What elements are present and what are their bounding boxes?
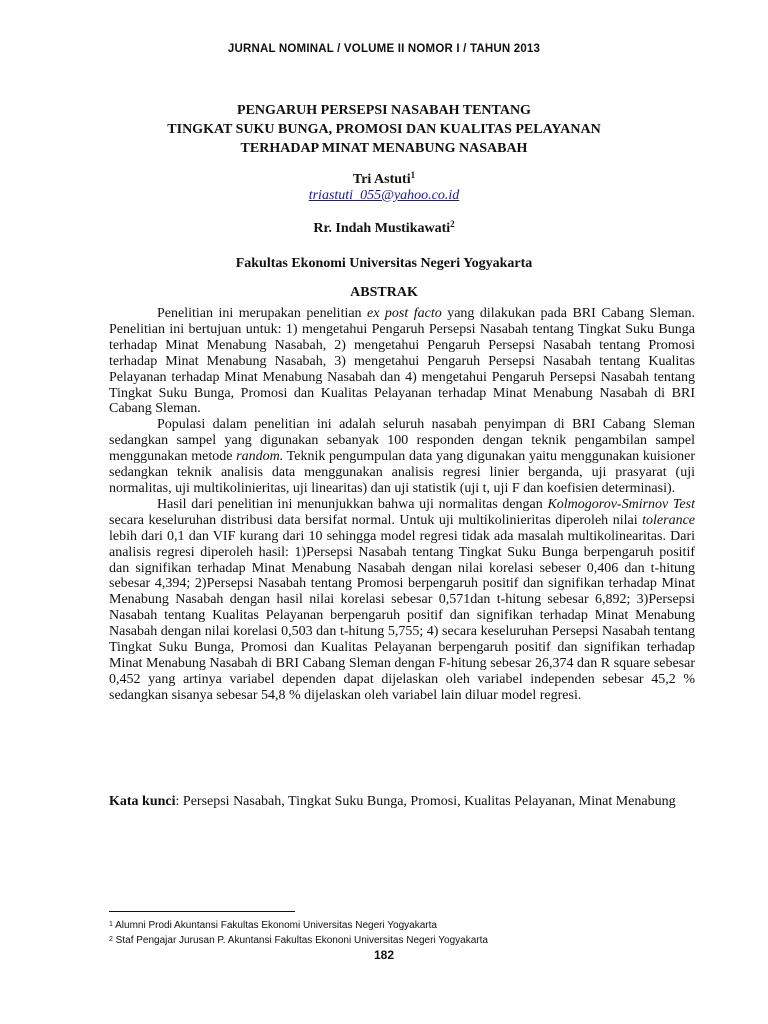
abstract-heading: ABSTRAK	[350, 285, 418, 300]
abstract-p2-italic: random.	[236, 449, 284, 465]
abstract-paragraph-3	[109, 497, 695, 704]
footnotes	[109, 918, 709, 948]
title-line-1: PENGARUH PERSEPSI NASABAH TENTANG	[237, 103, 531, 118]
author-2-name: Rr. Indah Mustikawati	[313, 221, 451, 236]
abstract-p2-text-c: Teknik pengumpulan data yang digunakan yaitu menggunakan kuisioner sedangkan teknik analisis data menggunakan analisis regresi linier berganda, uji prasyarat (uji normalitas, uji multikolinieritas, uji linearitas) dan uji statistik (uji t, uji F dan koefisien determinasi).	[109, 449, 695, 496]
keywords-text: : Persepsi Nasabah, Tingkat Suku Bunga, Promosi, Kualitas Pelayanan, Minat Menabung	[175, 794, 676, 809]
abstract-p2-text-a: Populasi dalam penelitian ini adalah seluruh nasabah penyimpan di BRI Cabang Sleman sedangkan sampel yang digunakan sebanyak 100 responden dengan teknik pengambilan sampel menggunakan metode	[109, 417, 695, 465]
title-line-3: TERHADAP MINAT MENABUNG NASABAH	[240, 141, 528, 156]
abstract-p1-italic: ex post facto	[367, 306, 442, 321]
abstract-p1-text-c: yang dilakukan pada BRI Cabang Sleman. Penelitian ini bertujuan untuk: 1) mengetahui Pengaruh Persepsi Nasabah tentang Tingkat Suku Bunga terhadap Minat Menabung Nasabah, 2) mengetahui Pengaruh Persepsi Nasabah tentang Promosi terhadap Minat Menabung Nasabah, 3) mengetahui Pengaruh Persepsi Nasabah tentang Kualitas Pelayanan terhadap Minat Menabung Nasabah dan 4) mengetahui Pengaruh Persepsi Nasabah tentang Tingkat Suku Bunga, Promosi dan Kualitas Pelayanan terhadap Minat Menabung Nasabah di BRI Cabang Sleman.	[109, 306, 695, 417]
author-2-footnote-mark: 2	[450, 219, 455, 229]
paper-title	[0, 101, 768, 158]
footnote-1-mark: 1	[109, 921, 113, 928]
author-1-email-link[interactable]: triastuti_055@yahoo.co.id	[308, 188, 460, 203]
keywords	[109, 793, 695, 810]
abstract-paragraph-2	[109, 417, 695, 497]
journal-header: JURNAL NOMINAL / VOLUME II NOMOR I / TAHUN 2013	[227, 43, 541, 55]
abstract-p3-text-e: lebih dari 0,1 dan VIF kurang dari 10 sehingga model regresi tidak ada masalah multikolinearitas. Dari analisis regresi diperoleh hasil: 1)Persepsi Nasabah tentang Tingkat Suku Bunga berpengaruh positif dan signifikan terhadap Minat Menabung Nasabah dengan nilai korelasi sebeser 0,406 dan t-hitung sebesar 4,394; 2)Persepsi Nasabah tentang Promosi berpengaruh positif dan signifikan terhadap Minat Menabung Nasabah dengan hasil nilai korelasi sebesar 0,571dan t-hitung sebesar 6,892; 3)Persepsi Nasabah tentang Kualitas Pelayanan berpengaruh positif dan signifikan terhadap Minat Menabung Nasabah dengan nilai korelasi 0,503 dan t-hitung 5,755; 4) secara keseluruhan Persepsi Nasabah tentang Tingkat Suku Bunga, Promosi dan Kualitas Pelayanan berpengaruh positif dan signifikan terhadap Minat Menabung Nasabah di BRI Cabang Sleman dengan F-hitung sebesar 26,374 dan R square sebesar 0,452 yang artinya variabel dependen dapat dijelaskan oleh variabel independen sebesar 45,2 % sedangkan sisanya sebesar 54,8 % dijelaskan oleh variabel lain diluar model regresi.	[109, 528, 695, 703]
abstract-p3-italic-2: tolerance	[642, 512, 695, 528]
footnote-2-text: Staf Pengajar Jurusan P. Akuntansi Fakultas Ekononi Universitas Negeri Yogyakarta	[112, 935, 488, 946]
abstract-p3-text-a: Hasil dari penelitian ini menunjukkan bahwa uji normalitas dengan	[157, 496, 548, 512]
footnote-2	[109, 933, 709, 948]
title-line-2: TINGKAT SUKU BUNGA, PROMOSI DAN KUALITAS PELAYANAN	[167, 122, 601, 137]
footnote-divider	[109, 911, 295, 912]
affiliation: Fakultas Ekonomi Universitas Negeri Yogyakarta	[235, 256, 533, 271]
footnote-1-text: Alumni Prodi Akuntansi Fakultas Ekonomi Universitas Negeri Yogyakarta	[112, 920, 437, 931]
abstract-paragraph-1	[109, 306, 695, 417]
footnote-2-mark: 2	[109, 936, 113, 943]
footnote-1	[109, 918, 709, 933]
author-1-name: Tri Astuti	[352, 172, 411, 187]
abstract-p1-text-a: Penelitian ini merupakan penelitian	[157, 306, 368, 321]
abstract-body	[109, 306, 695, 704]
author-1-footnote-mark: 1	[410, 170, 416, 180]
abstract-p3-italic-1: Kolmogorov-Smirnov Test	[547, 496, 695, 512]
author-1	[0, 172, 768, 188]
abstract-p3-text-c: secara keseluruhan distribusi data bersifat normal. Untuk uji multikolinieritas diperoleh nilai	[109, 512, 643, 528]
author-2	[0, 221, 768, 237]
page-number: 182	[373, 948, 395, 962]
keywords-label: Kata kunci	[109, 794, 176, 809]
